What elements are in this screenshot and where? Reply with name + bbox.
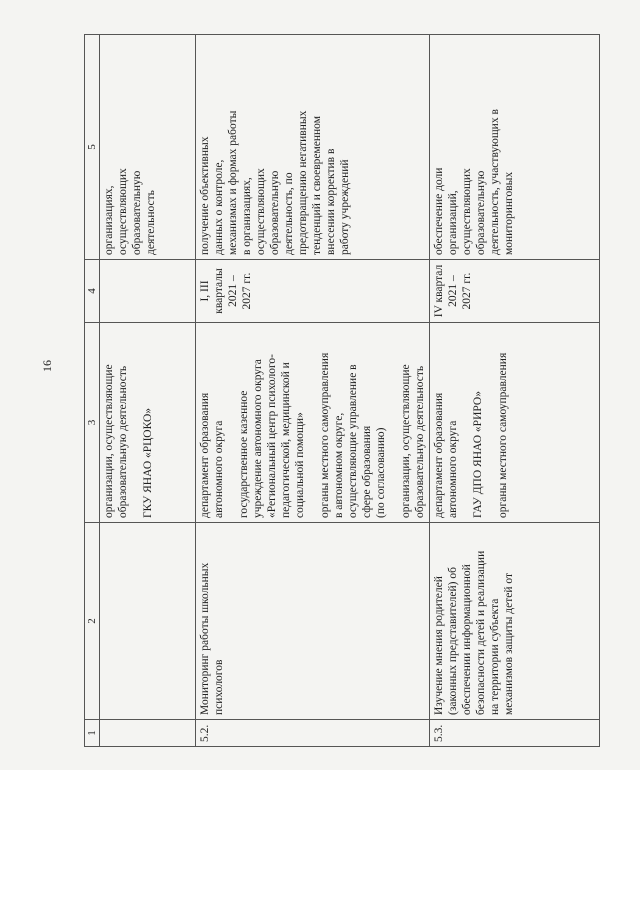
cell-name xyxy=(100,523,196,720)
cell-line: педагогической, медицинской и xyxy=(280,362,292,518)
cell-executors xyxy=(100,323,196,523)
cell-line: работу учреждений xyxy=(339,159,351,255)
cell-line: сфере образования xyxy=(361,425,373,518)
cell-line: государственное казенное xyxy=(238,390,250,518)
cell-line xyxy=(460,327,471,518)
cell-line: 2027 гг. xyxy=(461,272,473,310)
cell-term xyxy=(430,260,600,323)
cell-line: социальной помощи» xyxy=(294,412,306,518)
cell-line: осуществляющих xyxy=(255,168,267,255)
cell-line: осуществляющих xyxy=(461,168,473,255)
cell-line: в организациях, xyxy=(241,177,253,255)
cell-line xyxy=(307,327,318,518)
cell-line: образовательную xyxy=(475,170,487,255)
cell-line: (законных представителей) об xyxy=(447,567,459,715)
cell-name xyxy=(430,523,600,720)
cell-line: образовательную деятельность xyxy=(117,365,129,518)
cell-line: образовательную xyxy=(269,170,281,255)
cell-result xyxy=(100,35,196,260)
cell-line: департамент образования xyxy=(199,392,211,518)
cell-line: внесении корректив в xyxy=(325,148,337,255)
cell-line: деятельность, по xyxy=(283,172,295,255)
plan-table-body xyxy=(85,35,600,747)
cell-line: (по согласованию) xyxy=(375,427,387,518)
cell-line: организации, осуществляющие xyxy=(103,364,115,518)
cell-line: I, III xyxy=(199,280,211,302)
cell-line: организаций, xyxy=(447,190,459,255)
cell-line: 2021 – xyxy=(447,275,459,307)
cell-result xyxy=(430,35,600,260)
header-cell-2: 2 xyxy=(85,523,100,720)
cell-line: получение объективных xyxy=(199,136,211,255)
header-cell-4: 4 xyxy=(85,260,100,323)
cell-line: 2027 гг. xyxy=(241,272,253,310)
cell-line xyxy=(226,327,237,518)
cell-line: кварталы xyxy=(213,268,225,314)
header-cell-3: 3 xyxy=(85,323,100,523)
cell-line: деятельность, участвующих в xyxy=(489,109,501,255)
cell-line: тенденций и своевременном xyxy=(311,116,323,255)
cell-result xyxy=(196,35,430,260)
cell-line: обеспечение доли xyxy=(433,167,445,255)
cell-line: данных о контроле, xyxy=(213,159,225,255)
header-cell-5: 5 xyxy=(85,35,100,260)
cell-line: Изучение мнения родителей xyxy=(433,576,445,715)
cell-line xyxy=(130,327,141,518)
cell-term xyxy=(100,260,196,323)
cell-name xyxy=(196,523,430,720)
cell-line: IV квартал xyxy=(433,264,445,318)
cell-line: организации, осуществляющие xyxy=(400,364,412,518)
plan-table xyxy=(84,34,600,747)
cell-line: механизмов защиты детей от xyxy=(503,573,515,715)
header-cell-1: 1 xyxy=(85,720,100,747)
cell-line: обеспечении информационной xyxy=(461,564,473,715)
cell-line: учреждение автономного округа xyxy=(252,359,264,518)
cell-line: на территории субъекта xyxy=(489,598,501,715)
cell-num: 5.3. xyxy=(430,720,600,747)
cell-line: образовательную xyxy=(131,170,143,255)
cell-line: организациях, xyxy=(103,185,115,255)
cell-line: «Региональный центр психолого- xyxy=(266,354,278,518)
cell-line xyxy=(388,327,399,518)
table-row xyxy=(196,35,430,747)
cell-line: осуществляющие управление в xyxy=(347,364,359,518)
cell-line: органы местного самоуправления xyxy=(319,352,331,518)
cell-line: ГАУ ДПО ЯНАО «РИРО» xyxy=(472,391,484,518)
cell-line: автономного округа xyxy=(213,420,225,518)
header-row xyxy=(85,35,100,747)
cell-term xyxy=(196,260,430,323)
cell-line: мониторинговых xyxy=(503,171,515,255)
cell-line: безопасности детей и реализации xyxy=(475,550,487,715)
cell-executors xyxy=(430,323,600,523)
cell-line: предотвращению негативных xyxy=(297,110,309,255)
cell-line: Мониторинг работы школьных xyxy=(199,562,211,715)
cell-line: деятельность xyxy=(145,190,157,255)
cell-line: автономного округа xyxy=(447,420,459,518)
cell-line: образовательную деятельность xyxy=(414,365,426,518)
cell-num: 5.2. xyxy=(196,720,430,747)
rotated-table-container xyxy=(84,35,573,747)
cell-line: в автономном округе, xyxy=(333,412,345,518)
cell-line: ГКУ ЯНАО «РЦОКО» xyxy=(142,407,154,518)
cell-line: департамент образования xyxy=(433,392,445,518)
page-number: 16 xyxy=(40,360,54,372)
cell-line xyxy=(485,327,496,518)
table-row xyxy=(430,35,600,747)
cell-line: органы местного самоуправления xyxy=(497,352,509,518)
cell-line: психологов xyxy=(213,659,225,715)
cell-line: осуществляющих xyxy=(117,168,129,255)
table-row xyxy=(100,35,196,747)
cell-executors xyxy=(196,323,430,523)
cell-num xyxy=(100,720,196,747)
cell-line: 2021 – xyxy=(227,275,239,307)
cell-line: механизмах и формах работы xyxy=(227,110,239,255)
